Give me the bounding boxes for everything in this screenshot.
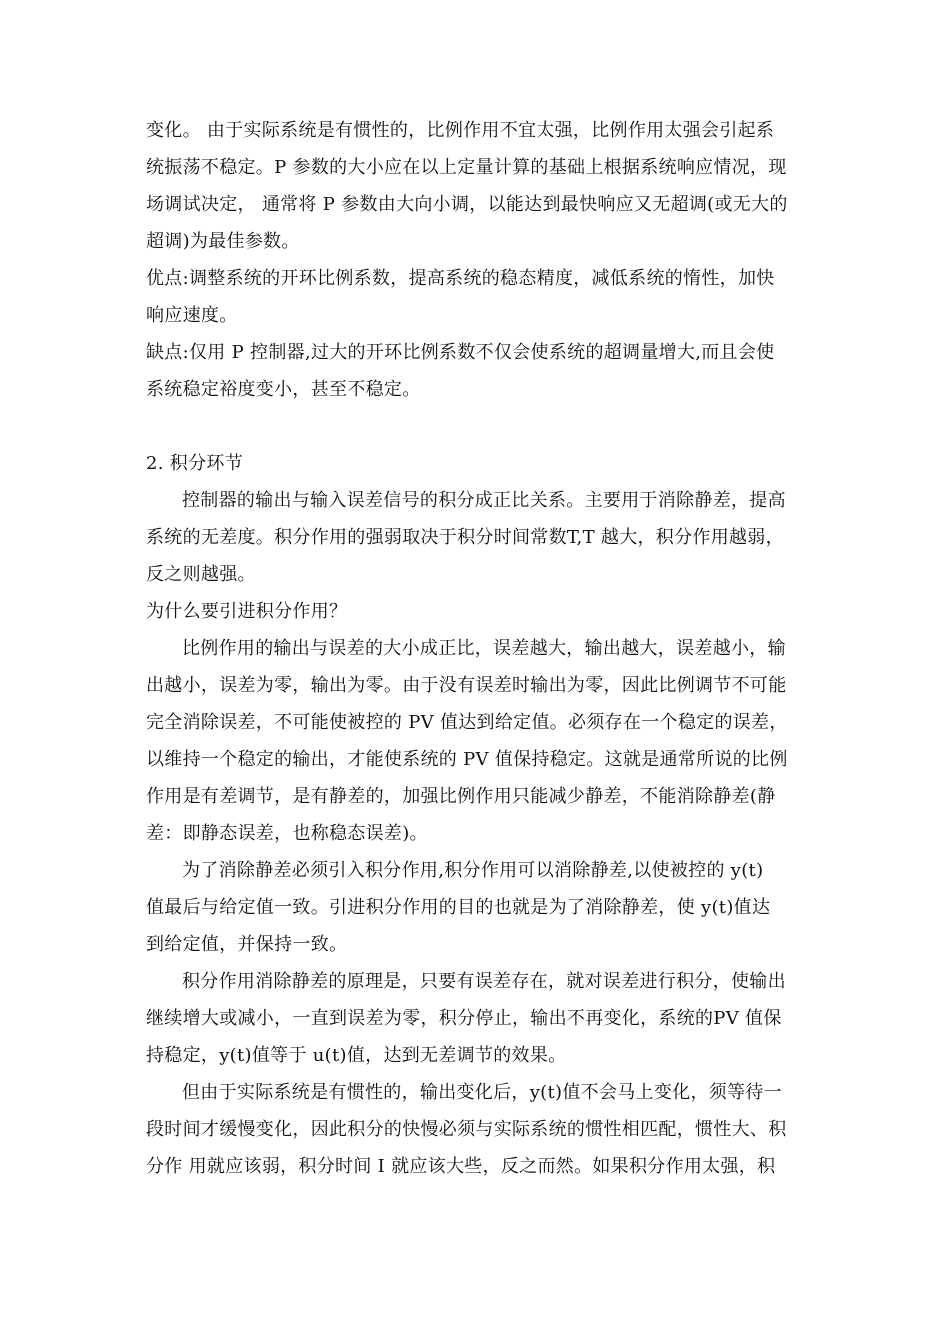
paragraph-disadvantages — [146, 334, 808, 408]
text-line: 以维持一个稳定的输出，才能使系统的 PV 值保持稳定。这就是通常所说的比例 — [146, 749, 788, 770]
text-line: 比例作用的输出与误差的大小成正比，误差越大，输出越大，误差越小，输 — [182, 638, 786, 659]
text-line: 系统的无差度。积分作用的强弱取决于积分时间常数T,T 越大，积分作用越弱， — [146, 527, 784, 548]
text-line: 但由于实际系统是有惯性的，输出变化后，y(t)值不会马上变化，须等待一 — [182, 1082, 782, 1103]
paragraph-proportional-tuning — [146, 112, 808, 260]
paragraph-system-inertia — [146, 1074, 808, 1185]
text-line: 积分作用消除静差的原理是，只要有误差存在，就对误差进行积分，使输出 — [182, 971, 786, 992]
paragraph-eliminate-static-error — [146, 852, 808, 963]
document-page — [146, 112, 808, 1185]
text-line: 优点:调整系统的开环比例系数，提高系统的稳态精度，减低系统的惰性，加快 — [146, 268, 775, 289]
text-line: 为了消除静差必须引入积分作用,积分作用可以消除静差,以使被控的 y(t) — [182, 860, 764, 881]
text-line: 作用是有差调节，是有静差的，加强比例作用只能减少静差，不能消除静差(静 — [146, 786, 776, 807]
text-line: 到给定值，并保持一致。 — [146, 934, 348, 955]
text-line: 继续增大或减小，一直到误差为零，积分停止，输出不再变化，系统的PV 值保 — [146, 1008, 782, 1029]
blank-line — [146, 408, 808, 445]
text-line: 反之则越强。 — [146, 564, 256, 585]
text-line: 响应速度。 — [146, 305, 238, 326]
text-line: 统振荡不稳定。P 参数的大小应在以上定量计算的基础上根据系统响应情况，现 — [146, 157, 787, 178]
text-line: 系统稳定裕度变小，甚至不稳定。 — [146, 379, 421, 400]
text-line: 完全消除误差，不可能使被控的 PV 值达到给定值。必须存在一个稳定的误差， — [146, 712, 788, 733]
question-heading: 为什么要引进积分作用？ — [146, 601, 348, 622]
text-line: 段时间才缓慢变化，因此积分的快慢必须与实际系统的惯性相匹配，惯性大、积 — [146, 1119, 787, 1140]
text-line: 场调试决定， 通常将 P 参数由大向小调，以能达到最快响应又无超调(或无大的 — [146, 194, 788, 215]
text-line: 控制器的输出与输入误差信号的积分成正比关系。主要用于消除静差，提高 — [182, 490, 786, 511]
text-line: 超调)为最佳参数。 — [146, 231, 300, 252]
paragraph-integral-intro — [146, 482, 808, 593]
paragraph-why-integral — [146, 630, 808, 852]
paragraph-integral-principle — [146, 963, 808, 1074]
text-line: 持稳定，y(t)值等于 u(t)值，达到无差调节的效果。 — [146, 1045, 567, 1066]
text-line: 出越小，误差为零，输出为零。由于没有误差时输出为零，因此比例调节不可能 — [146, 675, 787, 696]
text-line: 分作 用就应该弱，积分时间 I 就应该大些，反之而然。如果积分作用太强，积 — [146, 1156, 776, 1177]
text-line: 差：即静态误差，也称稳态误差)。 — [146, 823, 428, 844]
paragraph-advantages — [146, 260, 808, 334]
text-line: 值最后与给定值一致。引进积分作用的目的也就是为了消除静差，使 y(t)值达 — [146, 897, 771, 918]
section-heading: 2. 积分环节 — [146, 453, 243, 474]
text-line: 变化。 由于实际系统是有惯性的，比例作用不宜太强，比例作用太强会引起系 — [146, 120, 775, 141]
text-line: 缺点:仅用 P 控制器,过大的开环比例系数不仅会使系统的超调量增大,而且会使 — [146, 342, 775, 363]
